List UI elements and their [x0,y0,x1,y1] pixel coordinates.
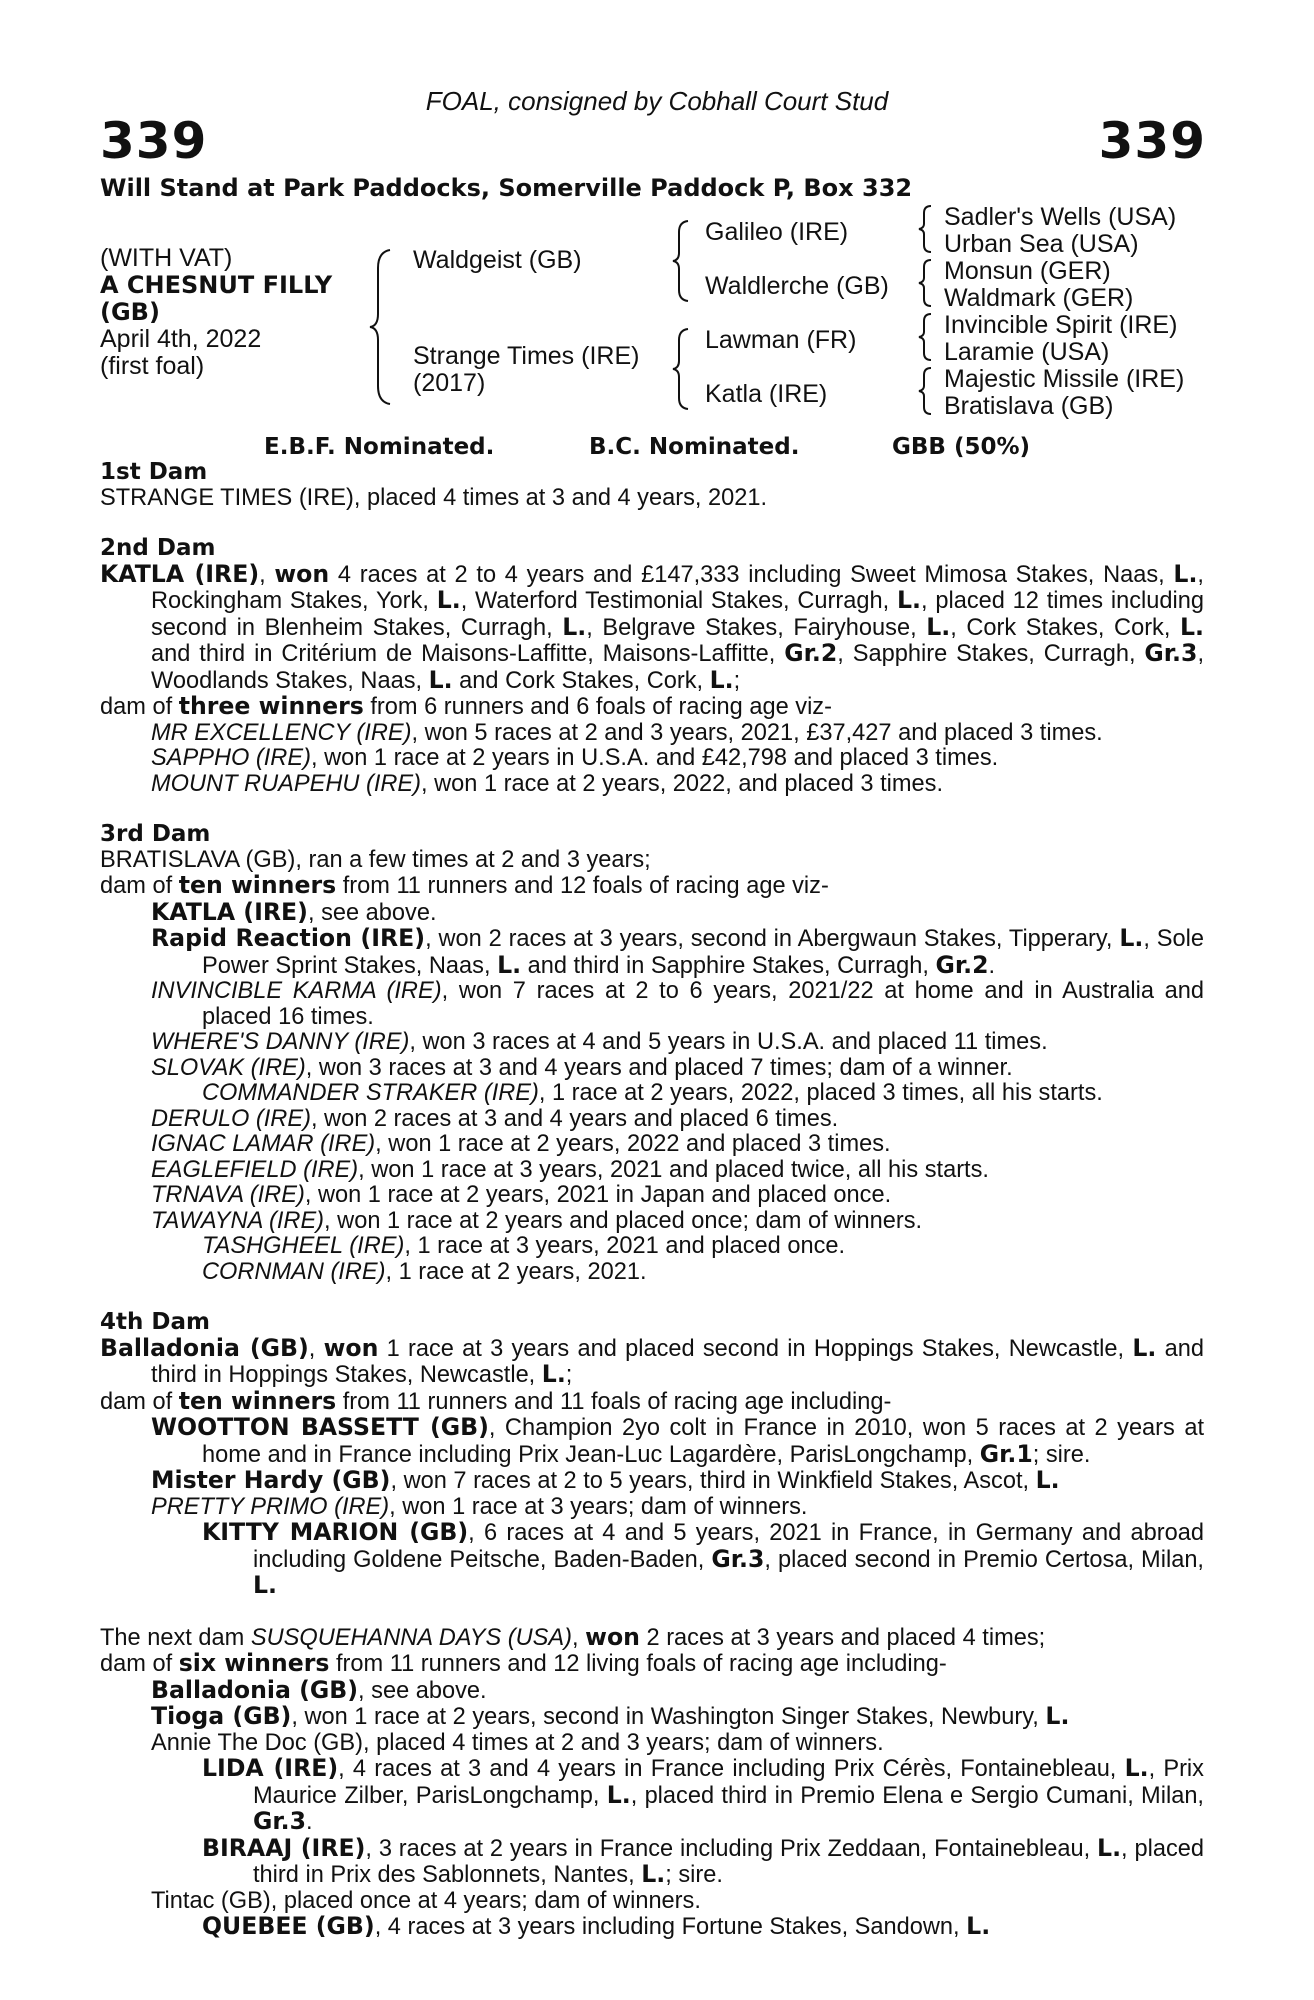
brace-ss [916,203,936,259]
foaling-date: April 4th, 2022 [100,325,262,353]
produce-invincible-karma: INVINCIBLE KARMA (IRE), won 7 races at 2 to 6 years, 2021/22 at home and in Australia and placed 16 times. [151,978,1204,1030]
bc-nomination: B.C. Nominated. [589,434,800,460]
dam: Strange Times (IRE) [413,342,640,370]
third-dam-produce-summary: dam of ten winners from 11 runners and 12 foals of racing age viz- [100,871,829,899]
second-dam-produce-summary: dam of three winners from 6 runners and 6 foals of racing age viz- [100,692,832,720]
produce-katla: KATLA (IRE), see above. [151,897,437,926]
consignment-line: FOAL, consigned by Cobhall Court Stud [425,86,889,116]
third-dam-heading: 3rd Dam [100,821,211,847]
produce-tashgheel: TASHGHEEL (IRE), 1 race at 3 years, 2021 and placed once. [202,1233,846,1259]
sire-sire: Galileo (IRE) [705,218,849,246]
produce-derulo: DERULO (IRE), won 2 races at 3 and 4 years and placed 6 times. [151,1105,839,1132]
sd-dam: Waldmark (GER) [944,284,1134,312]
catalogue-body [100,460,1204,1941]
brace-sd [916,257,936,313]
produce-cornman: CORNMAN (IRE), 1 race at 2 years, 2021. [202,1258,647,1285]
produce-lida: LIDA (IRE), 4 races at 3 and 4 years in France including Prix Cérès, Fontainebleau, L., Prix Maurice Zilber, ParisLongchamp, L., placed third in Premio Elena e Sergio Cumani, Milan, Gr.3. [202,1754,1204,1835]
produce-pretty-primo: PRETTY PRIMO (IRE), won 1 race at 3 years; dam of winners. [151,1493,808,1520]
stabling-info: Will Stand at Park Paddocks, Somerville Paddock P, Box 332 [100,174,913,202]
produce-trnava: TRNAVA (IRE), won 1 race at 2 years, 2021 in Japan and placed once. [151,1182,892,1208]
produce-sappho: SAPPHO (IRE), won 1 race at 2 years in U.S.A. and £42,798 and placed 3 times. [151,745,999,771]
produce-biraaj: BIRAAJ (IRE), 3 races at 2 years in France including Prix Zeddaan, Fontainebleau, L., placed third in Prix des Sablonnets, Nantes, L.; sire. [202,1833,1204,1888]
produce-mount-ruapehu: MOUNT RUAPEHU (IRE), won 1 race at 2 years, 2022, and placed 3 times. [151,770,944,797]
dam-year: (2017) [413,369,486,397]
produce-tintac: Tintac (GB), placed once at 4 years; dam of winners. [151,1887,701,1914]
lot-number-right: 339 [1098,112,1206,170]
produce-annie-the-doc: Annie The Doc (GB), placed 4 times at 2 and 3 years; dam of winners. [151,1729,884,1756]
produce-balladonia: Balladonia (GB), see above. [151,1675,487,1704]
dam-sire: Lawman (FR) [705,326,857,354]
second-dam-record: KATLA (IRE), won 4 races at 2 to 4 years and £147,333 including Sweet Mimosa Stakes, Naas, L., Rockingham Stakes, York, L., Waterford Testimonial Stakes, Curragh, L., placed 12 times including second in Blenheim Stakes, Curragh, L., Belgrave Stakes, Fairyhouse, L., Cork Stakes, Cork, L. and third in Critérium de Maisons-Laffitte, Maisons-Laffitte, Gr.2, Sapphire Stakes, Curragh, Gr.3, Woodlands Stakes, Naas, L. and Cork Stakes, Cork, L.; [100,559,1205,694]
horse-description: A CHESNUT FILLY [100,271,333,299]
lot-number-left: 339 [100,112,208,170]
vat-note: (WITH VAT) [100,244,233,272]
dam-parents-brace [670,326,694,416]
produce-wheres-danny: WHERE'S DANNY (IRE), won 3 races at 4 and 5 years in U.S.A. and placed 11 times. [151,1029,1048,1055]
ds-dam: Laramie (USA) [944,338,1110,366]
produce-commander-straker: COMMANDER STRAKER (IRE), 1 race at 2 years, 2022, placed 3 times, all his starts. [202,1080,1103,1106]
first-dam-heading: 1st Dam [100,459,208,485]
brace-dd [916,365,936,421]
produce-eaglefield: EAGLEFIELD (IRE), won 1 race at 3 years, 2021 and placed twice, all his starts. [151,1156,989,1183]
ds-sire: Invincible Spirit (IRE) [944,311,1178,339]
produce-ignac-lamar: IGNAC LAMAR (IRE), won 1 race at 2 years, 2022 and placed 3 times. [151,1131,891,1157]
fourth-dam-record: Balladonia (GB), won 1 race at 3 years and placed second in Hoppings Stakes, Newcastle, L. and third in Hoppings Stakes, Newcastle, L.; [100,1333,1204,1388]
produce-mister-hardy: Mister Hardy (GB), won 7 races at 2 to 5 years, third in Winkfield Stakes, Ascot, L. [151,1466,1060,1494]
ebf-nomination: E.B.F. Nominated. [264,434,495,460]
produce-wootton-bassett: WOOTTON BASSETT (GB), Champion 2yo colt in France in 2010, won 5 races at 2 years at home and in France including Prix Jean-Luc Lagardère, ParisLongchamp, Gr.1; sire. [151,1413,1204,1468]
fourth-dam-heading: 4th Dam [100,1309,210,1335]
ss-sire: Sadler's Wells (USA) [944,203,1177,231]
sd-sire: Monsun (GER) [944,257,1111,285]
dd-sire: Majestic Missile (IRE) [944,365,1185,393]
next-dam-produce-summary: dam of six winners from 11 runners and 12 living foals of racing age including- [100,1649,947,1677]
first-dam-text: STRANGE TIMES (IRE), placed 4 times at 3 and 4 years, 2021. [100,484,768,511]
third-dam-text: BRATISLAVA (GB), ran a few times at 2 and 3 years; [100,846,651,873]
produce-tawayna: TAWAYNA (IRE), won 1 race at 2 years and placed once; dam of winners. [151,1207,923,1234]
produce-rapid-reaction: Rapid Reaction (IRE), won 2 races at 3 years, second in Abergwaun Stakes, Tipperary, L., Sole Power Sprint Stakes, Naas, L. and third in Sapphire Stakes, Curragh, Gr.2. [151,924,1204,979]
produce-tioga: Tioga (GB), won 1 race at 2 years, second in Washington Singer Stakes, Newbury, L. [151,1702,1070,1730]
sire-dam-brace [368,246,398,412]
ss-dam: Urban Sea (USA) [944,230,1139,258]
brace-ds [916,311,936,367]
gbb-status: GBB (50%) [892,434,1031,460]
dam-dam: Katla (IRE) [705,380,828,408]
second-dam-heading: 2nd Dam [100,535,216,561]
sire-parents-brace [670,218,694,308]
produce-slovak: SLOVAK (IRE), won 3 races at 3 and 4 years and placed 7 times; dam of a winner. [151,1054,1013,1081]
fourth-dam-produce-summary: dam of ten winners from 11 runners and 11 foals of racing age including- [100,1386,892,1415]
foal-note: (first foal) [100,352,205,380]
sire: Waldgeist (GB) [413,246,582,274]
dd-dam: Bratislava (GB) [944,392,1114,420]
produce-mr-excellency: MR EXCELLENCY (IRE), won 5 races at 2 and 3 years, 2021, £37,427 and placed 3 times. [151,719,1103,746]
horse-country: (GB) [100,298,160,326]
produce-kitty-marion: KITTY MARION (GB), 6 races at 4 and 5 years, 2021 in France, in Germany and abroad including Goldene Peitsche, Baden-Baden, Gr.3, placed second in Premio Certosa, Milan, L. [202,1518,1204,1599]
sire-dam: Waldlerche (GB) [705,272,889,300]
produce-quebee: QUEBEE (GB), 4 races at 3 years including Fortune Stakes, Sandown, L. [202,1912,991,1940]
next-dam-record: The next dam SUSQUEHANNA DAYS (USA), won 2 races at 3 years and placed 4 times; [100,1622,1046,1651]
